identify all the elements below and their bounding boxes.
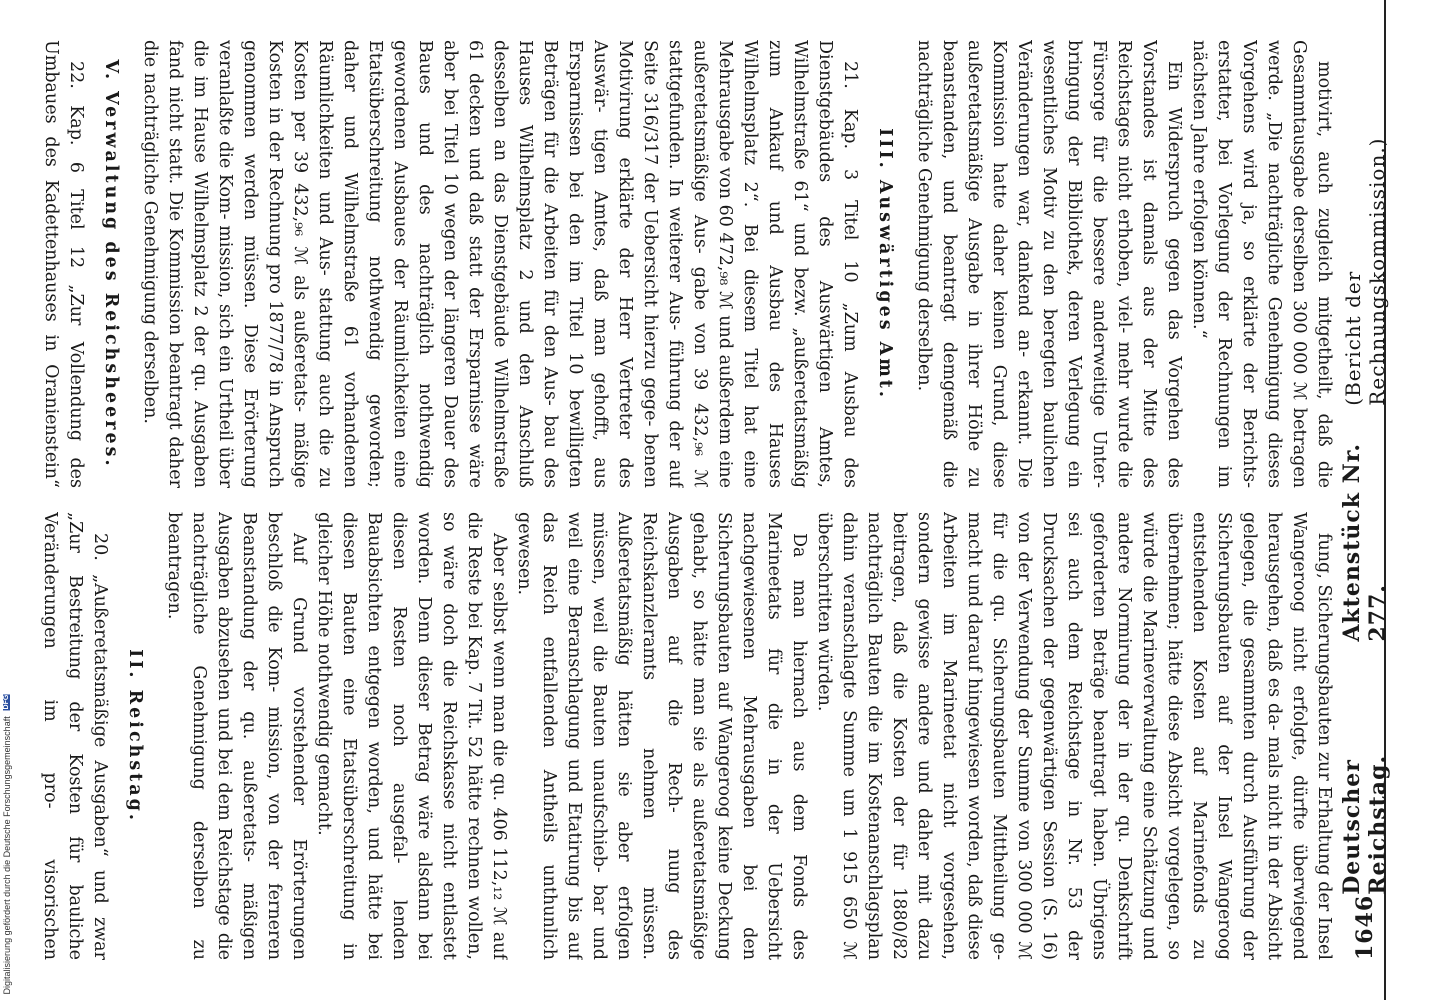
column-left [36,512,1336,960]
text-columns [36,40,1336,960]
paragraph: 22. Kap. 6 Titel 12 „Zur Vollendung des Umbaues des Kadettenhauses in Oranienstein“ [41,40,86,488]
paragraph: Ein Widerspruch gegen das Vorgehen des Vorstandes ist damals aus der Mitte des Reichstages nicht erhoben, viel- mehr wurde die Fürsorge für die bessere anderweitige Unter- bringung der Bibliothek, deren Verlegung ein wesentliches Motiv zu den beregten baulichen Veränderungen war, dankend an- erkannt. Die Kommission hatte daher keinen Grund, diese außeretatsmäßige Ausgabe in ihrer Höhe zu beanstanden, und beantragt demgemäß die nachträgliche Genehmigung derselben. [914,40,1184,488]
column-right [36,40,1336,488]
digitization-note-text: Digitalisierung gefördert durch die Deutsche Forschungsgemeinschaft [2,715,12,994]
document-number: Aktenstück Nr. 277. [1339,443,1391,642]
paragraph: Aber selbst wenn man die qu. 406 112,₁₂ ℳ auf die Reste bei Kap. 7 Tit. 52 hätte rechnen wollen, so wäre doch die Reichskasse nicht entlastet worden. Denn dieser Betrag wäre alsdann bei diesen Resten noch ausgefal- lenden Bauabsichten entgegen worden, und hätte bei diesen Bauten eine Etatsüberschreitung in gleicher Höhe nothwendig gemacht. [314,512,509,960]
digitization-note [2,694,12,994]
section-heading: V. Verwaltung des Reichsheeres. [101,59,121,469]
paragraph: 21. Kap. 3 Titel 10 „Zum Ausbau des Dienstgebäudes des Auswärtigen Amtes, Wilhelmstraße 61“ und bezw. „außeretatsmäßig zum Ankauf und Ausbau des Hauses Wilhelmsplatz 2“. Bei diesem Titel hat eine Mehrausgabe von 60 472,₉₈ ℳ und außerdem eine außeretatsmäßige Aus- gabe von 39 432,₉₆ ℳ stattgefunden. In weiterer Aus- führung der auf Seite 316/317 der Uebersicht hierzu gege- benen Motivirung erklärte der Herr Vertreter des Auswär- tigen Amtes, daß man gehofft, aus Ersparnissen bei den im Titel 10 bewilligten Beträgen für die Arbeiten für den Aus- bau des Hauses Wilhelmsplatz 2 und den Anschluß desselben an das Dienstgebäude Wilhelmstraße 61 decken und daß statt der Ersparnisse wäre aber bei Titel 10 wegen der längeren Dauer des Baues und des nachträglich nothwendig gewordenen Ausbaues der Räumlichkeiten eine Etatsüberschreitung nothwendig geworden; daher und Wilhelmstraße 61 vorhandenen Räumlichkeiten und Aus- stattung auch die zu Kosten per 39 432,₉₆ ℳ als außeretats- mäßige Kosten in der Rechnung pro 1877/78 in Anspruch genommen werden müssen. Diese Erörterung veranlaßte die Kom- mission, sich ein Urtheil über die im Hause Wilhelmsplatz 2 der qu. Ausgaben fand nicht statt. Die Kommission beantragt daher die nachträgliche Genehmigung derselben. [140,40,860,488]
document-page [16,0,1406,1000]
paragraph: motivirt, auch zugleich mitgetheilt, daß die Gesammtausgabe derselben 300 000 ℳ betragen werde. „Die nachträgliche Genehmigung dieses Vorgehens wird ja, so erklärte der Berichts- erstatter, bei Vorlegung der Rechnungen im nächsten Jahre erfolgen können.“ [1189,40,1334,488]
paragraph: Auf Grund vorstehender Erörterungen beschloß die Kom- mission, von der ferneren Beanstandung der qu. außeretats- mäßigen Ausgaben abzusehen und bei dem Reichstage die nachträgliche Genehmigung derselben zu beantragen. [164,512,309,960]
paragraph: fung, Sicherungsbauten zur Erhaltung der Insel Wangeroog nicht erfolgte, dürfte überwiegend herausgehen, daß es da- mals nicht in der Absicht gelegen, die gesammten durch Ausführung der Sicherungsbauten auf der Insel Wangeroog entstehenden Kosten auf Marinefonds zu übernehmen; hätte diese Absicht vorgelegen, so würde die Marineverwaltung eine Schätzung und andere Normirung der in der qu. Denkschrift geforderten Beträge beantragt haben. Übrigens sei auch dem Reichstage in Nr. 53 der Drucksachen der gegenwärtigen Session (S. 16) von der Verwendung der Summe von 300 000 ℳ für die qu. Sicherungsbauten Mittheilung ge- macht und darauf hingewiesen worden, daß diese Arbeiten im Marineetat nicht vorgesehen, sondern gewisse andere und daher mit dazu beitragen, daß die Kosten der für 1880/82 nachträglich Bauten die im Kostenanschlagsplan dahin veranschlagte Summe um 1 915 650 ℳ überschritten würden. [814,512,1334,960]
side-margin [0,0,16,1000]
header-subtitle: (Bericht der Rechnungskommission.) [1341,137,1389,406]
page-number: 1646 [1352,894,1378,960]
paragraph: Da man hiernach aus dem Fonds des Marineetats für die in der Uebersicht nachgewiesenen Mehrausgaben bei den Sicherungsbauten auf Wangeroog keine Deckung gehabt, so hätte man sie als außeretatsmäßige Ausgaben auf die Rech- nung des Reichskanzleramts nehmen müssen. Außeretatsmäßig hätten sie aber erfolgen müssen, weil die Bauten unaufschieb- bar und weil eine Beranschlagung und Etatirung bis auf das Reich entfallenden Antheils unthunlich gewesen. [514,512,809,960]
journal-title: Deutscher Reichstag. [1339,754,1391,895]
section-heading: II. Reichstag. [125,649,145,823]
page-header [1339,0,1391,1000]
dfg-logo: DFG [3,694,10,710]
section-heading: III. Auswärtiges Amt. [875,128,895,400]
paragraph: 20. „Außeretatsmäßige Ausgaben“ und zwar „Zur Bestreitung der Kosten für bauliche Veränderungen im pro- visorischen [40,512,110,960]
